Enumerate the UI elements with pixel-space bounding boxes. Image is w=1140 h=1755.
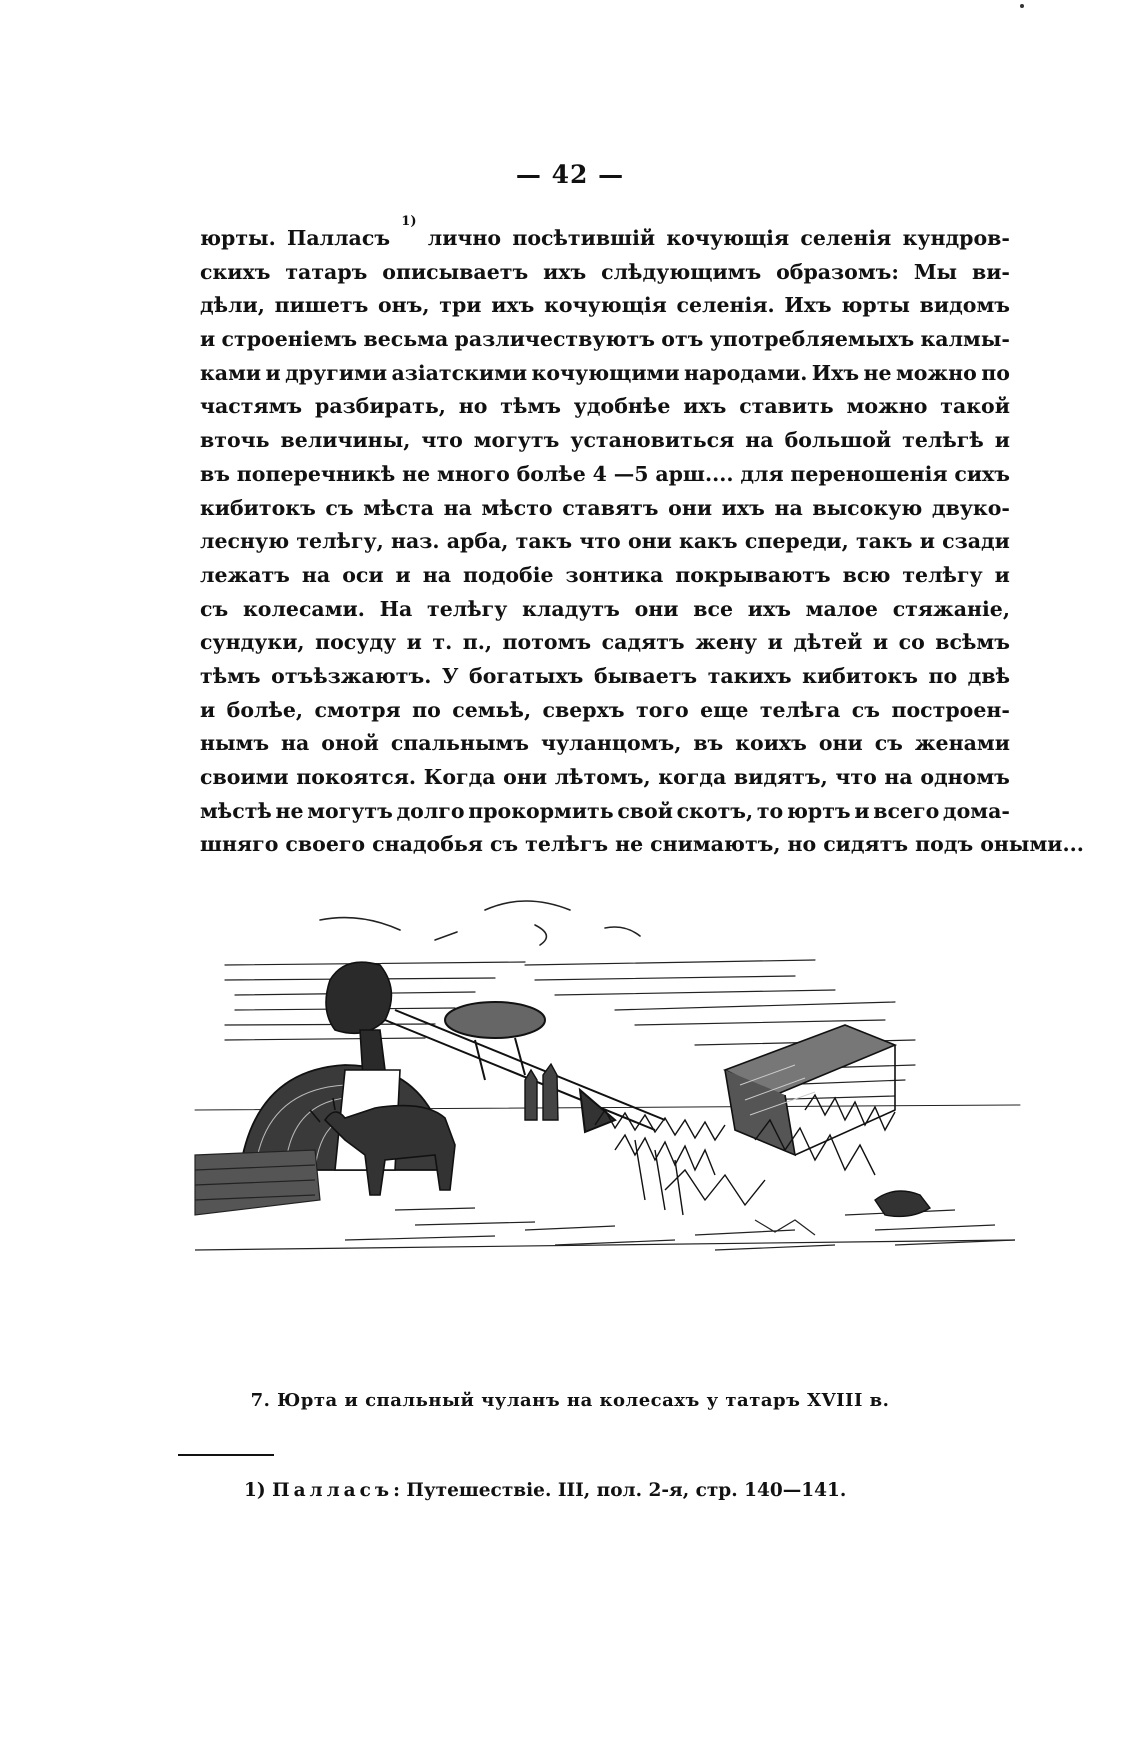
word: снимаютъ,	[650, 832, 781, 857]
word: ихъ	[721, 495, 765, 520]
word: посѣтившій	[512, 226, 656, 250]
word: азіатскими	[391, 360, 528, 385]
word: телѣга	[759, 697, 841, 722]
text-line	[200, 795, 1010, 829]
word: другими	[285, 360, 388, 385]
word: мѣста	[363, 495, 434, 520]
text-line	[200, 424, 1010, 458]
word: употребляемыхъ	[709, 327, 915, 352]
word: съ	[874, 731, 903, 756]
word: чуланцомъ,	[541, 731, 682, 756]
word: что	[421, 428, 463, 453]
word: кибитокъ	[200, 495, 316, 520]
word: кочующія	[666, 226, 790, 250]
word: такъ	[855, 529, 913, 554]
stray-mark	[1020, 4, 1024, 8]
word: колесами.	[242, 596, 365, 621]
word: со	[898, 630, 925, 655]
word: прокормить	[468, 798, 614, 823]
footnote-marker: 1)	[244, 1480, 266, 1501]
word: кочующія	[544, 293, 667, 318]
word: п.,	[462, 630, 493, 655]
word: на	[774, 495, 803, 520]
word: юрты	[841, 293, 910, 318]
word: сидятъ	[823, 832, 909, 857]
word: телѣгу	[902, 562, 983, 587]
word: покоятся.	[296, 765, 417, 789]
word: могутъ	[473, 428, 560, 453]
word: съ	[325, 495, 354, 520]
text-line	[200, 458, 1010, 492]
word: на	[281, 731, 310, 756]
word: видомъ	[919, 293, 1010, 318]
word: всѣмъ	[935, 630, 1010, 655]
word: и	[395, 562, 411, 587]
word: ихъ	[747, 596, 791, 621]
footnote	[244, 1480, 846, 1501]
word: не	[863, 360, 892, 385]
word: сверхъ	[542, 697, 625, 722]
word: долго	[396, 798, 465, 823]
word: сундуки,	[200, 630, 305, 655]
word: съ	[489, 832, 519, 857]
word: двѣ	[967, 663, 1010, 688]
word: для	[740, 461, 784, 486]
word: Мы	[913, 259, 958, 284]
word: Ихъ	[811, 360, 860, 385]
word: различествуютъ	[454, 327, 655, 352]
word: съ	[200, 596, 229, 621]
word: У	[441, 663, 459, 688]
word: кочующими	[531, 360, 680, 385]
word: и	[994, 428, 1010, 453]
word: и	[767, 630, 783, 655]
text-line	[200, 828, 1084, 862]
word: оси	[342, 562, 384, 587]
word: лѣтомъ,	[554, 765, 651, 789]
word: телѣгу	[427, 596, 508, 621]
word: видятъ,	[733, 765, 828, 789]
word: отъ	[661, 327, 704, 352]
word: потомъ	[502, 630, 592, 655]
word: удобнѣе	[573, 394, 671, 419]
word: по	[981, 360, 1010, 385]
word: лежатъ	[200, 562, 290, 587]
word: коихъ	[735, 731, 807, 756]
word: весьма	[363, 327, 449, 352]
word: можно	[895, 360, 977, 385]
word: садятъ	[601, 630, 685, 655]
word: женами	[914, 731, 1010, 756]
word: много	[437, 461, 510, 486]
word: наз.	[390, 529, 440, 554]
word: то	[756, 798, 784, 823]
word: тѣмъ	[500, 394, 561, 419]
word: могутъ	[307, 798, 393, 823]
word: семьѣ,	[452, 697, 532, 722]
word: калмы-	[920, 327, 1010, 352]
page-number: — 42 —	[515, 160, 625, 189]
word: на	[884, 765, 913, 789]
word: тѣмъ	[200, 663, 261, 688]
word: мѣсто	[481, 495, 553, 520]
text-line	[200, 559, 1010, 593]
word: скихъ	[200, 259, 271, 284]
word: величины,	[280, 428, 411, 453]
word: болѣе,	[226, 697, 304, 722]
word: богатыхъ	[469, 663, 584, 688]
word: На	[379, 596, 413, 621]
text-line	[200, 727, 1010, 761]
word: пишетъ	[274, 293, 369, 318]
word: телѣгъ	[525, 832, 609, 857]
word: разбирать,	[314, 394, 446, 419]
word: всего	[873, 798, 940, 823]
word: свой	[617, 798, 673, 823]
footnote-divider	[178, 1454, 274, 1456]
text-line	[200, 390, 1010, 424]
word: и	[854, 798, 870, 823]
word: Ихъ	[784, 293, 832, 318]
word: юрты.	[200, 226, 276, 250]
text-line	[200, 289, 1010, 323]
word: такъ	[515, 529, 573, 554]
word: они	[818, 731, 863, 756]
word: что	[835, 765, 877, 789]
word: по	[412, 697, 441, 722]
word: на	[443, 495, 472, 520]
word: кладутъ	[522, 596, 620, 621]
word: юртъ	[786, 798, 851, 823]
word: когда	[658, 765, 727, 789]
word: стяжаніе,	[892, 596, 1010, 621]
word: спальнымъ	[390, 731, 530, 756]
text-line	[200, 660, 1010, 694]
word: подобіе	[463, 562, 554, 587]
word: покрываютъ	[675, 562, 831, 587]
word: и	[200, 327, 216, 352]
word: можно	[846, 394, 928, 419]
text-line	[200, 525, 1010, 559]
word: лично	[427, 226, 502, 250]
word: переношенія	[790, 461, 948, 486]
word: болѣе	[516, 461, 586, 486]
word: такихъ	[707, 663, 792, 688]
word: на	[745, 428, 774, 453]
text-line	[200, 694, 1010, 728]
word: описываетъ	[382, 259, 529, 284]
word: частямъ	[200, 394, 303, 419]
word: съ	[851, 697, 880, 722]
word: оными...	[980, 832, 1084, 857]
word: оной	[321, 731, 379, 756]
figure-caption: 7. Юрта и спальный чуланъ на колесахъ у татаръ XVIII в.	[250, 1390, 890, 1411]
word: ставятъ	[562, 495, 659, 520]
word: какъ	[679, 529, 738, 554]
word: кундров-	[902, 226, 1010, 250]
word: жену	[695, 630, 758, 655]
word: по	[928, 663, 958, 688]
word: одномъ	[920, 765, 1010, 789]
word: дѣли,	[200, 293, 265, 318]
text-line	[200, 492, 1010, 526]
word: ихъ	[491, 293, 535, 318]
word: ками	[200, 360, 262, 385]
word: малое	[805, 596, 878, 621]
word: татаръ	[285, 259, 368, 284]
yurt-wagon-engraving	[195, 870, 1020, 1365]
word: и	[994, 562, 1010, 587]
word: поперечникѣ	[236, 461, 396, 486]
word: три	[439, 293, 482, 318]
word: Палласъ	[287, 226, 391, 250]
word: въ	[693, 731, 724, 756]
word: спереди,	[744, 529, 849, 554]
word: смотря	[314, 697, 401, 722]
word: въ	[200, 461, 230, 486]
word: и	[200, 697, 216, 722]
word: онъ,	[378, 293, 430, 318]
bird-stroke	[320, 918, 400, 930]
word: —5	[613, 461, 649, 486]
text-line	[200, 214, 1010, 256]
word: кибитокъ	[802, 663, 918, 688]
word: ви-	[971, 259, 1010, 284]
word: что	[579, 529, 621, 554]
word: они	[634, 596, 679, 621]
text-line	[200, 761, 1010, 795]
word: того	[636, 697, 689, 722]
word: но	[787, 832, 817, 857]
body-text	[200, 214, 1084, 862]
text-line	[200, 593, 1010, 627]
word: двуко-	[931, 495, 1010, 520]
word: 4	[592, 461, 607, 486]
word: лесную	[200, 529, 290, 554]
word: но	[458, 394, 488, 419]
word: ихъ	[683, 394, 727, 419]
word: своего	[285, 832, 366, 857]
word: зонтика	[565, 562, 664, 587]
word: арба,	[446, 529, 509, 554]
text-line	[200, 626, 1010, 660]
word: они	[503, 765, 548, 789]
word: селенія	[800, 226, 892, 250]
word: телѣгѣ	[902, 428, 984, 453]
text-line	[200, 323, 1010, 357]
word: сзади	[942, 529, 1010, 554]
text-line	[200, 256, 1010, 290]
word: т.	[432, 630, 453, 655]
word: телѣгу,	[296, 529, 384, 554]
word: и	[265, 360, 281, 385]
word: не	[275, 798, 304, 823]
word: на	[301, 562, 331, 587]
word: шняго	[200, 832, 279, 857]
word: все	[693, 596, 734, 621]
word: селенія.	[676, 293, 775, 318]
word: и	[406, 630, 422, 655]
word: своими	[200, 765, 289, 789]
footnote-text: : Путешествіе. III, пол. 2-я, стр. 140—141.	[393, 1480, 847, 1501]
word: они	[668, 495, 713, 520]
word: ихъ	[543, 259, 587, 284]
word: они	[627, 529, 672, 554]
word: не	[402, 461, 431, 486]
word: высокую	[812, 495, 923, 520]
word: и	[872, 630, 889, 655]
word: строеніемъ	[221, 327, 358, 352]
word: не	[615, 832, 644, 857]
footnote-author: Палласъ	[272, 1480, 394, 1501]
word: и	[919, 529, 935, 554]
text-line	[200, 357, 1010, 391]
illustration	[195, 870, 1020, 1365]
word: построен-	[891, 697, 1010, 722]
word: отъѣзжаютъ.	[271, 663, 432, 688]
word: большой	[784, 428, 892, 453]
word: скотъ,	[676, 798, 754, 823]
word: мѣстѣ	[200, 798, 272, 823]
word: снадобья	[372, 832, 483, 857]
word: такой	[940, 394, 1010, 419]
word: посуду	[315, 630, 397, 655]
word: народами.	[683, 360, 808, 385]
word: установиться	[570, 428, 735, 453]
word: вточь	[200, 428, 270, 453]
word: бываетъ	[593, 663, 698, 688]
word: арш....	[655, 461, 734, 486]
word: слѣдующимъ	[601, 259, 762, 284]
word: всю	[842, 562, 891, 587]
word: на	[422, 562, 452, 587]
word: дома-	[942, 798, 1010, 823]
word: дѣтей	[793, 630, 863, 655]
word: сихъ	[954, 461, 1010, 486]
word: еще	[700, 697, 749, 722]
word: Когда	[423, 765, 496, 789]
word: подъ	[915, 832, 974, 857]
word: образомъ:	[776, 259, 899, 284]
word: ставить	[739, 394, 834, 419]
footnote-reference: 1)	[401, 214, 417, 229]
word: нымъ	[200, 731, 270, 756]
